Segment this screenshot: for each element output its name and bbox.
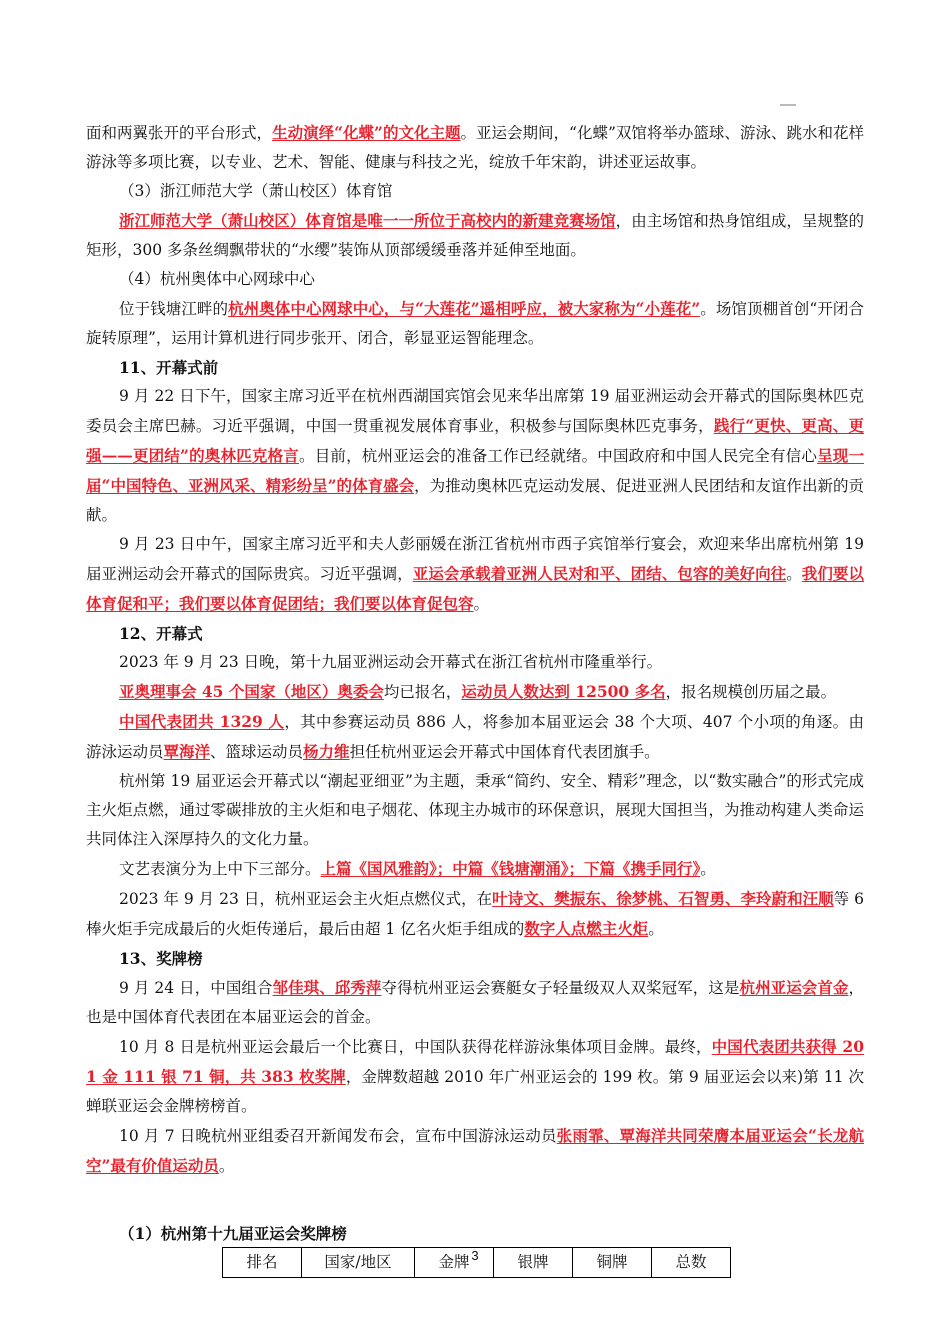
body-text: ，金牌数超越 2010 年广州亚运会的 199 枚。第 9 届亚运会以来)第 11 次蝉联亚运会金牌榜榜首。	[86, 1068, 864, 1115]
body-text: 文艺表演分为上中下三部分。	[119, 860, 321, 878]
highlighted-text: 践行“更快、更高、更强——更团结”的奥林匹克格言	[86, 416, 864, 465]
body-text: 杭州第 19 届亚运会开幕式以“潮起亚细亚”为主题，秉承“简约、安全、精彩”理念，以“数实融合”的形式完成主火炬点燃，通过零碳排放的主火炬和电子烟花、体现主办城市的环保意识，展现大国担当，为推动构建人类命运共同体注入深厚持久的文化力量。	[86, 772, 864, 848]
body-text: 均已报名，	[383, 683, 462, 701]
highlighted-text: 中国代表团共获得 201 金 111 银 71 铜，共 383 枚奖牌	[86, 1037, 864, 1086]
body-text: 13、奖牌榜	[119, 949, 203, 968]
highlighted-text: 浙江师范大学（萧山校区）体育馆是唯一一所位于高校内的新建竞赛场馆	[119, 211, 616, 230]
highlighted-text: 运动员人数达到 12500 多名	[461, 682, 666, 701]
body-text: 。场馆顶棚首创“开闭合旋转原理”，运用计算机进行同步张开、闭合，彰显亚运智能理念。	[86, 300, 864, 347]
body-text: 等 6 棒火炬手完成最后的火炬传递后，最后由超 1 亿名火炬手组成的	[86, 890, 864, 938]
body-text: 10 月 7 日晚杭州亚组委召开新闻发布会，宣布中国游泳运动员	[119, 1127, 557, 1145]
paragraph-banquet	[86, 530, 864, 619]
paragraph-bach-meeting	[86, 382, 864, 530]
paragraph-registration	[86, 677, 864, 707]
highlighted-text: 生动演绎“化蝶”的文化主题	[272, 123, 461, 142]
body-text: 、篮球运动员	[210, 743, 304, 761]
body-text: ，为推动奥林匹克运动发展、促进亚洲人民团结和友谊作出新的贡献。	[86, 477, 864, 524]
paragraph-opening-theme	[86, 767, 864, 854]
body-text: 。	[786, 565, 802, 583]
highlighted-text: 亚奥理事会 45 个国家（地区）奥委会	[119, 682, 384, 701]
body-text: （3）浙江师范大学（萧山校区）体育馆	[119, 182, 393, 200]
body-text: 。	[700, 860, 716, 878]
body-text: 9 月 23 日中午，国家主席习近平和夫人彭丽媛在浙江省杭州市西子宾馆举行宴会，欢迎来华出席杭州第 19 届亚洲运动会开幕式的国际贵宾。习近平强调，	[86, 535, 864, 583]
highlighted-text: 杭州奥体中心网球中心，与“大莲花”遥相呼应，被大家称为“小莲花”	[228, 299, 701, 318]
body-text: （4）杭州奥体中心网球中心	[119, 270, 315, 288]
body-text: 夺得杭州亚运会赛艇女子轻量级双人双桨冠军，这是	[381, 979, 740, 997]
body-text: ，其中参赛运动员 886 人，将参加本届亚运会 38 个大项、407 个小项的角逐。由游泳运动员	[86, 713, 864, 761]
header-country: 国家/地区	[302, 1248, 415, 1278]
header-bronze: 铜牌	[573, 1248, 652, 1278]
paragraph-torch	[86, 884, 864, 944]
corner-mark	[780, 104, 796, 106]
document-body	[86, 118, 864, 1278]
body-text: 9 月 22 日下午，国家主席习近平在杭州西湖国宾馆会见来华出席第 19 届亚洲运动会开幕式的国际奥林匹克委员会主席巴赫。习近平强调，中国一贯重视发展体育事业，积极参与国际奥林匹克事务，	[86, 387, 864, 435]
page-number: 3	[471, 1248, 479, 1263]
body-text: 2023 年 9 月 23 日晚，第十九届亚洲运动会开幕式在浙江省杭州市隆重举行。	[119, 653, 663, 671]
subheading-zjnu-gym	[86, 177, 864, 206]
highlighted-text: 邹佳琪、邱秀萍	[272, 978, 382, 997]
body-text: 面和两翼张开的平台形式，	[86, 124, 273, 142]
highlighted-text: 杨力维	[303, 742, 350, 761]
body-text: ，由主场馆和热身馆组成，呈规整的矩形，300 多条丝绸飘带状的“水缨”装饰从顶部缓缓垂落并延伸至地面。	[86, 212, 864, 259]
paragraph-huadie	[86, 118, 864, 177]
body-text: 9 月 24 日，中国组合	[119, 979, 273, 997]
body-text: 。	[473, 595, 490, 613]
highlighted-text: 呈现一届“中国特色、亚洲风采、精彩纷呈”的体育盛会	[86, 446, 864, 495]
body-text: 2023 年 9 月 23 日，杭州亚运会主火炬点燃仪式，在	[119, 890, 493, 908]
paragraph-zjnu-gym	[86, 206, 864, 265]
paragraph-china-delegation	[86, 707, 864, 767]
highlighted-text: 杭州亚运会首金	[739, 978, 849, 997]
header-silver: 银牌	[494, 1248, 573, 1278]
body-text: 12、开幕式	[119, 624, 203, 643]
section-heading-pre-opening	[86, 353, 864, 382]
paragraph-medal-total	[86, 1032, 864, 1121]
highlighted-text: 亚运会承载着亚洲人民对和平、团结、包容的美好向往	[412, 564, 787, 583]
highlighted-text: 叶诗文、樊振东、徐梦桃、石智勇、李玲蔚和汪顺	[492, 889, 834, 908]
paragraph-opening-date	[86, 648, 864, 677]
body-text: ，报名规模创历届之最。	[665, 683, 837, 701]
highlighted-text: 张雨霏、覃海洋共同荣膺本届亚运会“长龙航空”最有价值运动员	[86, 1126, 864, 1175]
body-text: 。	[218, 1157, 235, 1175]
subheading-tennis-center	[86, 265, 864, 294]
header-gold: 金牌	[415, 1248, 494, 1278]
body-text: 。	[648, 920, 664, 938]
paragraph-tennis-center	[86, 294, 864, 353]
body-text: ，也是中国体育代表团在本届亚运会的首金。	[86, 979, 864, 1026]
body-text: 11、开幕式前	[119, 358, 219, 377]
body-text: 10 月 8 日是杭州亚运会最后一个比赛日，中国队获得花样游泳集体项目金牌。最终，	[119, 1038, 712, 1056]
body-text: 担任杭州亚运会开幕式中国体育代表团旗手。	[349, 743, 660, 761]
body-text: 。亚运会期间，“化蝶”双馆将举办篮球、游泳、跳水和花样游泳等多项比赛，以专业、艺术、智能、健康与科技之光，绽放千年宋韵，讲述亚运故事。	[86, 124, 864, 171]
paragraph-performance	[86, 854, 864, 884]
body-text: 。目前，杭州亚运会的准备工作已经就绪。中国政府和中国人民完全有信心	[299, 447, 818, 465]
medal-table-title: （1）杭州第十九届亚运会奖牌榜	[119, 1224, 347, 1243]
header-total: 总数	[652, 1248, 731, 1278]
highlighted-text: 数字人点燃主火炬	[524, 919, 649, 938]
highlighted-text: 上篇《国风雅韵》；中篇《钱塘潮涌》；下篇《携手同行》	[320, 859, 701, 878]
section-heading-medals	[86, 944, 864, 973]
paragraph-first-gold	[86, 973, 864, 1032]
header-rank: 排名	[223, 1248, 302, 1278]
highlighted-text: 中国代表团共 1329 人	[119, 712, 285, 731]
section-heading-opening	[86, 619, 864, 648]
body-text: 位于钱塘江畔的	[119, 300, 229, 318]
paragraph-mvp	[86, 1121, 864, 1181]
highlighted-text: 我们要以体育促和平；我们要以体育促团结；我们要以体育促包容	[86, 564, 864, 613]
highlighted-text: 覃海洋	[163, 742, 211, 761]
